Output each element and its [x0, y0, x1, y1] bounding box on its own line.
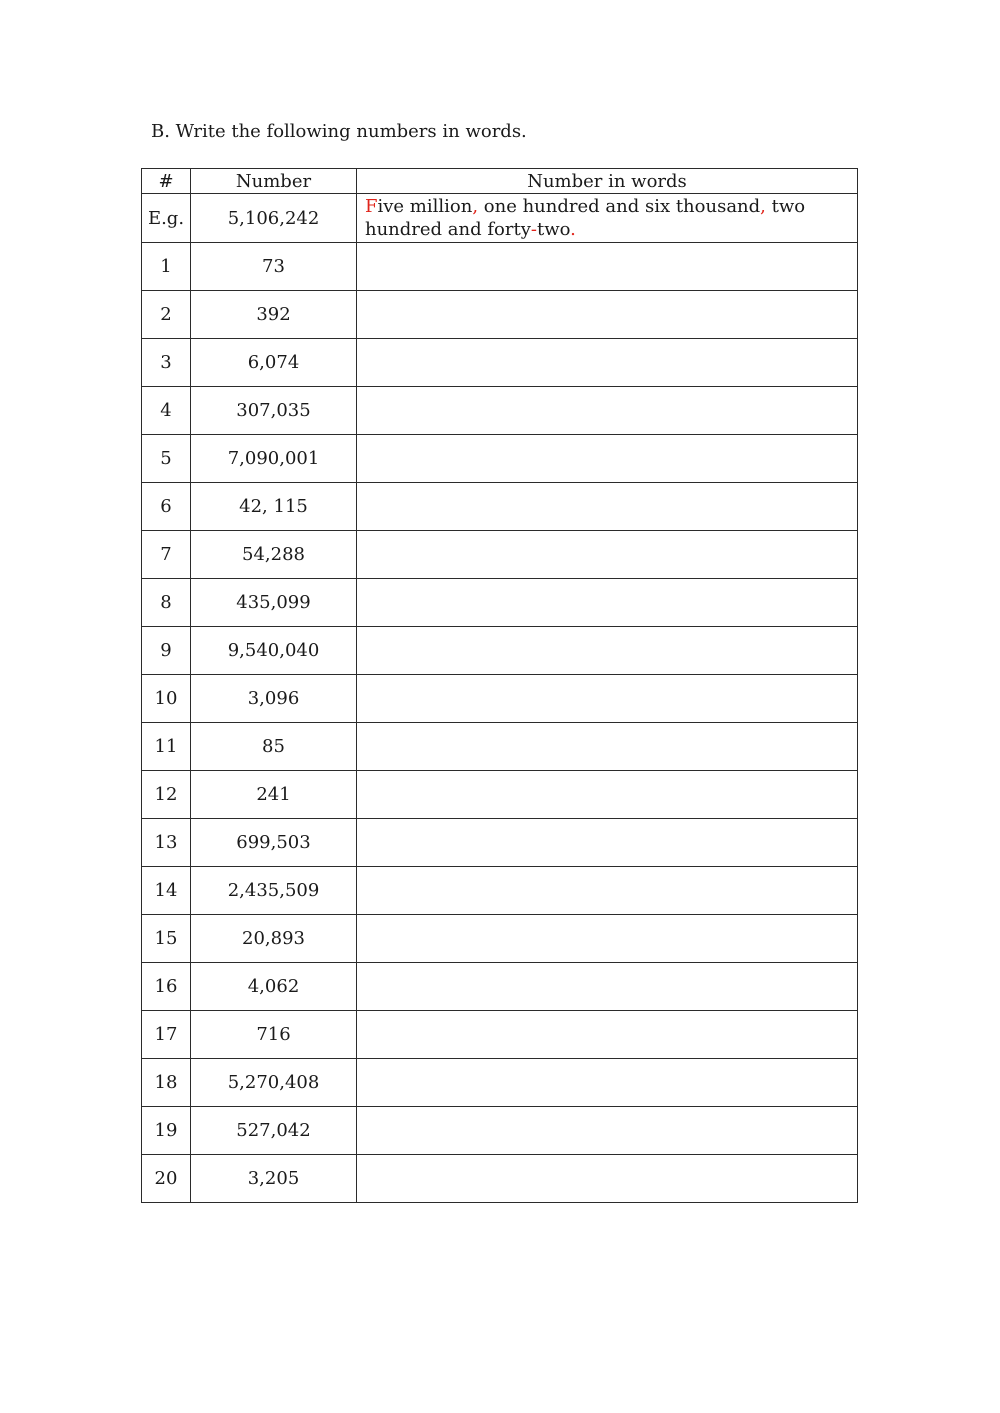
- answer-cell[interactable]: [357, 627, 858, 675]
- row-number: 699,503: [191, 819, 357, 867]
- table-row: [142, 531, 858, 579]
- answer-cell[interactable]: [357, 339, 858, 387]
- answer-cell[interactable]: [357, 867, 858, 915]
- instruction-heading: B. Write the following numbers in words.: [151, 121, 527, 142]
- row-index: 20: [142, 1155, 191, 1203]
- row-number: 392: [191, 291, 357, 339]
- answer-cell[interactable]: [357, 771, 858, 819]
- answer-cell[interactable]: [357, 915, 858, 963]
- answer-cell[interactable]: [357, 579, 858, 627]
- numbers-table: [141, 168, 858, 1203]
- row-number: 54,288: [191, 531, 357, 579]
- row-number: 9,540,040: [191, 627, 357, 675]
- table-row: [142, 819, 858, 867]
- answer-cell[interactable]: [357, 291, 858, 339]
- row-number: 527,042: [191, 1107, 357, 1155]
- example-words: [357, 194, 858, 243]
- row-number: 6,074: [191, 339, 357, 387]
- table-row: [142, 435, 858, 483]
- words-part: F: [365, 196, 378, 217]
- words-part: .: [570, 219, 576, 240]
- answer-cell[interactable]: [357, 483, 858, 531]
- words-part: two: [536, 219, 571, 240]
- answer-cell[interactable]: [357, 435, 858, 483]
- row-index: 7: [142, 531, 191, 579]
- table-row: [142, 483, 858, 531]
- row-number: 5,270,408: [191, 1059, 357, 1107]
- row-index: 6: [142, 483, 191, 531]
- answer-cell[interactable]: [357, 1011, 858, 1059]
- words-part: -: [530, 219, 537, 240]
- table-row: [142, 675, 858, 723]
- words-part: two hundred and forty: [365, 196, 806, 240]
- answer-cell[interactable]: [357, 531, 858, 579]
- answer-cell[interactable]: [357, 963, 858, 1011]
- row-number: 307,035: [191, 387, 357, 435]
- row-index: 4: [142, 387, 191, 435]
- row-number: 4,062: [191, 963, 357, 1011]
- row-index: 17: [142, 1011, 191, 1059]
- row-number: 3,205: [191, 1155, 357, 1203]
- example-label: E.g.: [142, 194, 191, 243]
- table-row: [142, 963, 858, 1011]
- answer-cell[interactable]: [357, 1059, 858, 1107]
- row-number: 85: [191, 723, 357, 771]
- words-part: one hundred and six thousand: [478, 196, 761, 217]
- table-row: [142, 723, 858, 771]
- row-number: 20,893: [191, 915, 357, 963]
- table-header-row: [142, 169, 858, 194]
- row-index: 10: [142, 675, 191, 723]
- answer-cell[interactable]: [357, 387, 858, 435]
- answer-cell[interactable]: [357, 1107, 858, 1155]
- header-number: Number: [191, 169, 357, 194]
- row-index: 5: [142, 435, 191, 483]
- table-row: [142, 291, 858, 339]
- row-number: 435,099: [191, 579, 357, 627]
- answer-cell[interactable]: [357, 723, 858, 771]
- table-row: [142, 867, 858, 915]
- answer-cell[interactable]: [357, 243, 858, 291]
- row-index: 14: [142, 867, 191, 915]
- row-index: 1: [142, 243, 191, 291]
- table-row: [142, 339, 858, 387]
- row-number: 73: [191, 243, 357, 291]
- row-index: 19: [142, 1107, 191, 1155]
- row-index: 13: [142, 819, 191, 867]
- answer-cell[interactable]: [357, 1155, 858, 1203]
- answer-cell[interactable]: [357, 675, 858, 723]
- example-row: [142, 194, 858, 243]
- row-index: 2: [142, 291, 191, 339]
- row-number: 42, 115: [191, 483, 357, 531]
- row-index: 16: [142, 963, 191, 1011]
- row-index: 15: [142, 915, 191, 963]
- answer-cell[interactable]: [357, 819, 858, 867]
- row-number: 3,096: [191, 675, 357, 723]
- table-row: [142, 387, 858, 435]
- table-row: [142, 771, 858, 819]
- row-index: 11: [142, 723, 191, 771]
- table-row: [142, 915, 858, 963]
- header-index: #: [142, 169, 191, 194]
- example-number: 5,106,242: [191, 194, 357, 243]
- words-part: ive million: [377, 196, 473, 217]
- table-row: [142, 1155, 858, 1203]
- table-row: [142, 243, 858, 291]
- table-row: [142, 1011, 858, 1059]
- table-row: [142, 1059, 858, 1107]
- row-number: 7,090,001: [191, 435, 357, 483]
- row-number: 2,435,509: [191, 867, 357, 915]
- row-index: 3: [142, 339, 191, 387]
- row-index: 9: [142, 627, 191, 675]
- row-index: 18: [142, 1059, 191, 1107]
- row-number: 716: [191, 1011, 357, 1059]
- row-number: 241: [191, 771, 357, 819]
- header-words: Number in words: [357, 169, 858, 194]
- table-row: [142, 627, 858, 675]
- row-index: 8: [142, 579, 191, 627]
- table-row: [142, 579, 858, 627]
- row-index: 12: [142, 771, 191, 819]
- words-part: ,: [472, 196, 479, 217]
- table-row: [142, 1107, 858, 1155]
- words-part: ,: [760, 196, 766, 217]
